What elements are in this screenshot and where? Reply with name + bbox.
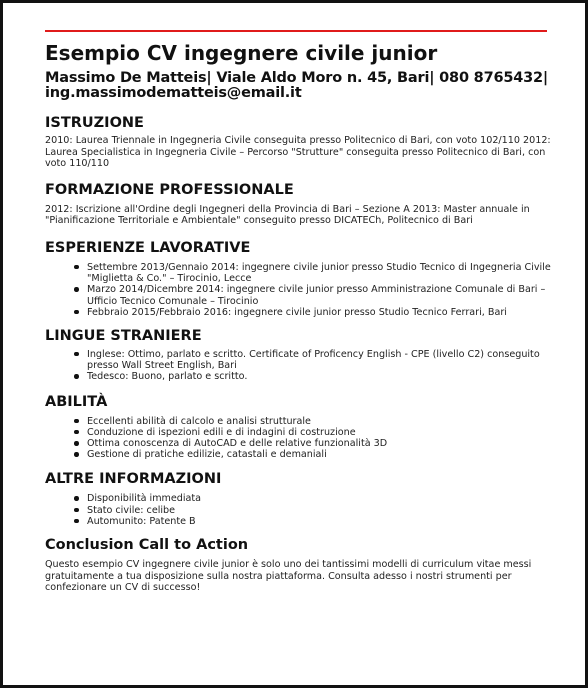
- list-item: Conduzione di ispezioni edili e di indagini di costruzione: [87, 427, 551, 438]
- contact-line: Massimo De Matteis| Viale Aldo Moro n. 45, Bari| 080 8765432| ing.massimodematteis@email.it: [45, 70, 548, 101]
- section-heading-altre: ALTRE INFORMAZIONI: [45, 471, 222, 488]
- list-item: Eccellenti abilità di calcolo e analisi strutturale: [87, 416, 551, 427]
- cv-title: Esempio CV ingegnere civile junior: [45, 41, 438, 65]
- list-item: Settembre 2013/Gennaio 2014: ingegnere civile junior presso Studio Tecnico di Ingegneria Civile "Miglietta & Co." – Tirocinio, Lecce: [87, 261, 551, 285]
- esperienze-list: [45, 262, 551, 318]
- abilita-list: [45, 416, 551, 461]
- section-heading-formazione: FORMAZIONE PROFESSIONALE: [45, 181, 294, 198]
- list-item: Automunito: Patente B: [87, 516, 551, 527]
- cv-content: [45, 30, 551, 594]
- section-heading-esperienze: ESPERIENZE LAVORATIVE: [45, 239, 251, 256]
- altre-list: [45, 493, 551, 527]
- list-item: Stato civile: celibe: [87, 505, 551, 516]
- conclusion-text: Questo esempio CV ingegnere civile junior è solo uno dei tantissimi modelli di curriculum vitae messi gratuitamente a tua disposizione sulla nostra piattaforma. Consulta adesso i nostri strumenti per confezionare un CV di successo!: [45, 559, 532, 594]
- formazione-text: 2012: Iscrizione all'Ordine degli Ingegneri della Provincia di Bari – Sezione A 2013: Master annuale in "Pianificazione Territoriale e Ambientale" conseguito presso DICATECh, Politecnico di Bari: [45, 203, 530, 227]
- list-item: Disponibilità immediata: [87, 493, 551, 504]
- list-item: Tedesco: Buono, parlato e scritto.: [87, 371, 551, 382]
- istruzione-text: 2010: Laurea Triennale in Ingegneria Civile conseguita presso Politecnico di Bari, con voto 102/110 2012: Laurea Specialistica in Ingegneria Civile – Percorso "Strutture" conseguita presso Politecnico di Bari, con voto 110/110: [45, 135, 551, 170]
- section-heading-conclusion: Conclusion Call to Action: [45, 537, 249, 554]
- section-heading-lingue: LINGUE STRANIERE: [45, 327, 202, 344]
- list-item: Ottima conoscenza di AutoCAD e delle relative funzionalità 3D: [87, 438, 551, 449]
- section-heading-abilita: ABILITÀ: [45, 393, 108, 410]
- list-item: Marzo 2014/Dicembre 2014: ingegnere civile junior presso Amministrazione Comunale di Bari – Ufficio Tecnico Comunale – Tirocinio: [87, 284, 551, 306]
- section-heading-istruzione: ISTRUZIONE: [45, 115, 144, 131]
- list-item: Inglese: Ottimo, parlato e scritto. Certificate of Proficency English - CPE (livello C2) conseguito presso Wall Street English, Bari: [87, 349, 551, 371]
- list-item: Febbraio 2015/Febbraio 2016: ingegnere civile junior presso Studio Tecnico Ferrari, Bari: [87, 307, 551, 318]
- lingue-list: [45, 349, 551, 383]
- list-item: Gestione di pratiche edilizie, catastali e demaniali: [87, 449, 551, 460]
